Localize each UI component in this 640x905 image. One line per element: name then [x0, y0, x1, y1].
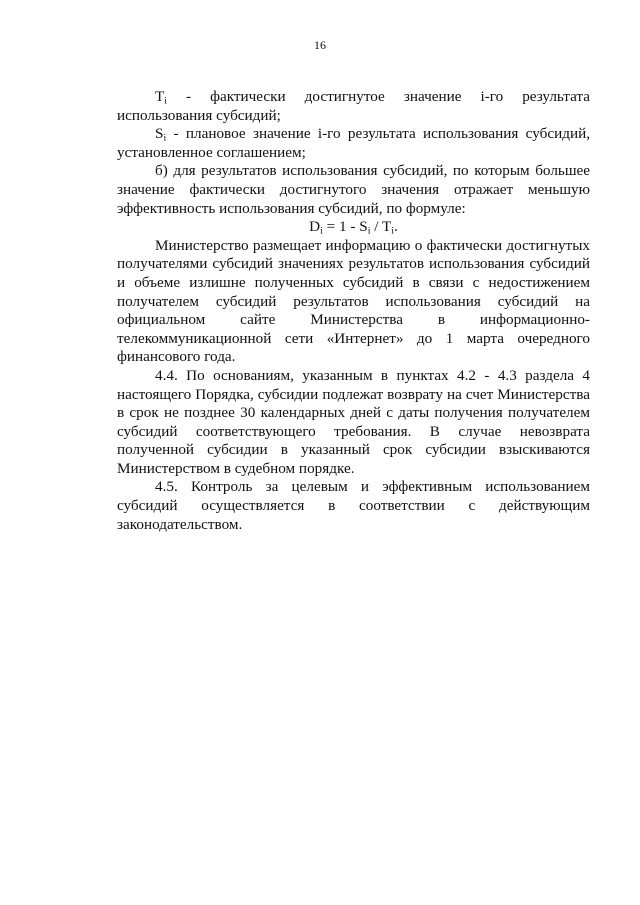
formula-s-subscript: i [367, 225, 371, 237]
formula [117, 218, 590, 237]
formula-d: D [309, 218, 321, 236]
symbol-t: T [155, 88, 165, 105]
formula-slash: / [370, 218, 383, 236]
symbol-t-subscript: i [164, 95, 168, 107]
paragraph-4-4: 4.4. По основаниям, указанным в пунктах 4.2 - 4.3 раздела 4 настоящего Порядка, субсидии подлежат возврату на счет Министерства в срок не позднее 30 календарных дней с даты получения получателем субсидий соответствующего требования. В случае невозврата полученной субсидии в указанный срок субсидии взыскиваются Министерством в судебном порядке. [117, 366, 590, 477]
formula-d-subscript: i [320, 225, 323, 237]
definition-s-text: - плановое значение i-го результата использования субсидий, установленное соглашением; [117, 125, 590, 161]
symbol-s-subscript: i [163, 132, 167, 144]
definition-s [117, 125, 590, 162]
document-body [117, 88, 590, 534]
formula-t: T [382, 218, 392, 236]
item-b: б) для результатов использования субсидий, по которым большее значение фактически достигнутого значения отражает меньшую эффективность использования субсидий, по формуле: [117, 162, 590, 217]
formula-s: S [359, 218, 368, 236]
paragraph-ministry-info: Министерство размещает информацию о фактически достигнутых получателями субсидий значениях результатов использования субсидий и объеме излишне полученных субсидий в связи с недостижением получателем субсидий результатов использования субсидий на официальном сайте Министерства в информационно-телекоммуникационной сети «Интернет» до 1 марта очередного финансового года. [117, 236, 590, 366]
definition-t-text: - фактически достигнутое значение i-го результата использования субсидий; [117, 88, 590, 124]
formula-middle: = 1 - [322, 218, 360, 236]
symbol-s: S [155, 125, 164, 143]
formula-end: . [394, 218, 398, 236]
formula-t-subscript: i [391, 225, 395, 237]
paragraph-4-5: 4.5. Контроль за целевым и эффективным использованием субсидий осуществляется в соответствии с действующим законодательством. [117, 478, 590, 533]
definition-t [117, 88, 590, 125]
page-number: 16 [314, 38, 326, 52]
